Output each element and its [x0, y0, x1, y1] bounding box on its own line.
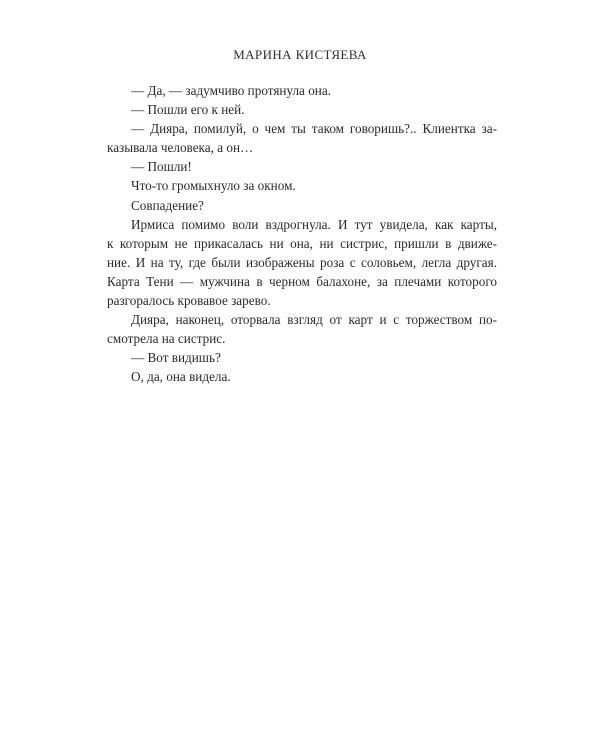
- text-line: Карта Тени — мужчина в черном балахоне, за плечами которого: [107, 273, 497, 289]
- running-head: МАРИНА КИСТЯЕВА: [233, 47, 367, 62]
- text-line: смотрела на систрис.: [107, 331, 226, 347]
- text-line: — Пошли его к ней.: [131, 102, 245, 118]
- text-line: О, да, она видела.: [131, 369, 231, 385]
- text-line: — Да, — задумчиво протянула она.: [131, 83, 331, 98]
- text-line: — Пошли!: [131, 159, 192, 175]
- text-line: Ирмиса помимо воли вздрогнула. И тут увидела, как карты,: [131, 216, 497, 232]
- text-line: к которым не прикасалась ни она, ни систрис, пришли в движе-: [107, 235, 497, 251]
- text-line: разгоралось кровавое зарево.: [107, 293, 271, 309]
- text-line: Совпадение?: [131, 197, 204, 213]
- text-line: казывала человека, а он…: [107, 140, 254, 156]
- text-line: — Вот видишь?: [131, 350, 221, 366]
- text-line: ние. И на ту, где были изображены роза с соловьем, легла другая.: [107, 254, 497, 270]
- text-line: Дияра, наконец, оторвала взгляд от карт и с торжеством по-: [131, 312, 497, 328]
- text-line: Что-то громыхнуло за окном.: [131, 178, 296, 194]
- body-text: [107, 81, 497, 387]
- text-line: — Дияра, помилуй, о чем ты таком говоришь?.. Клиентка за-: [131, 121, 497, 137]
